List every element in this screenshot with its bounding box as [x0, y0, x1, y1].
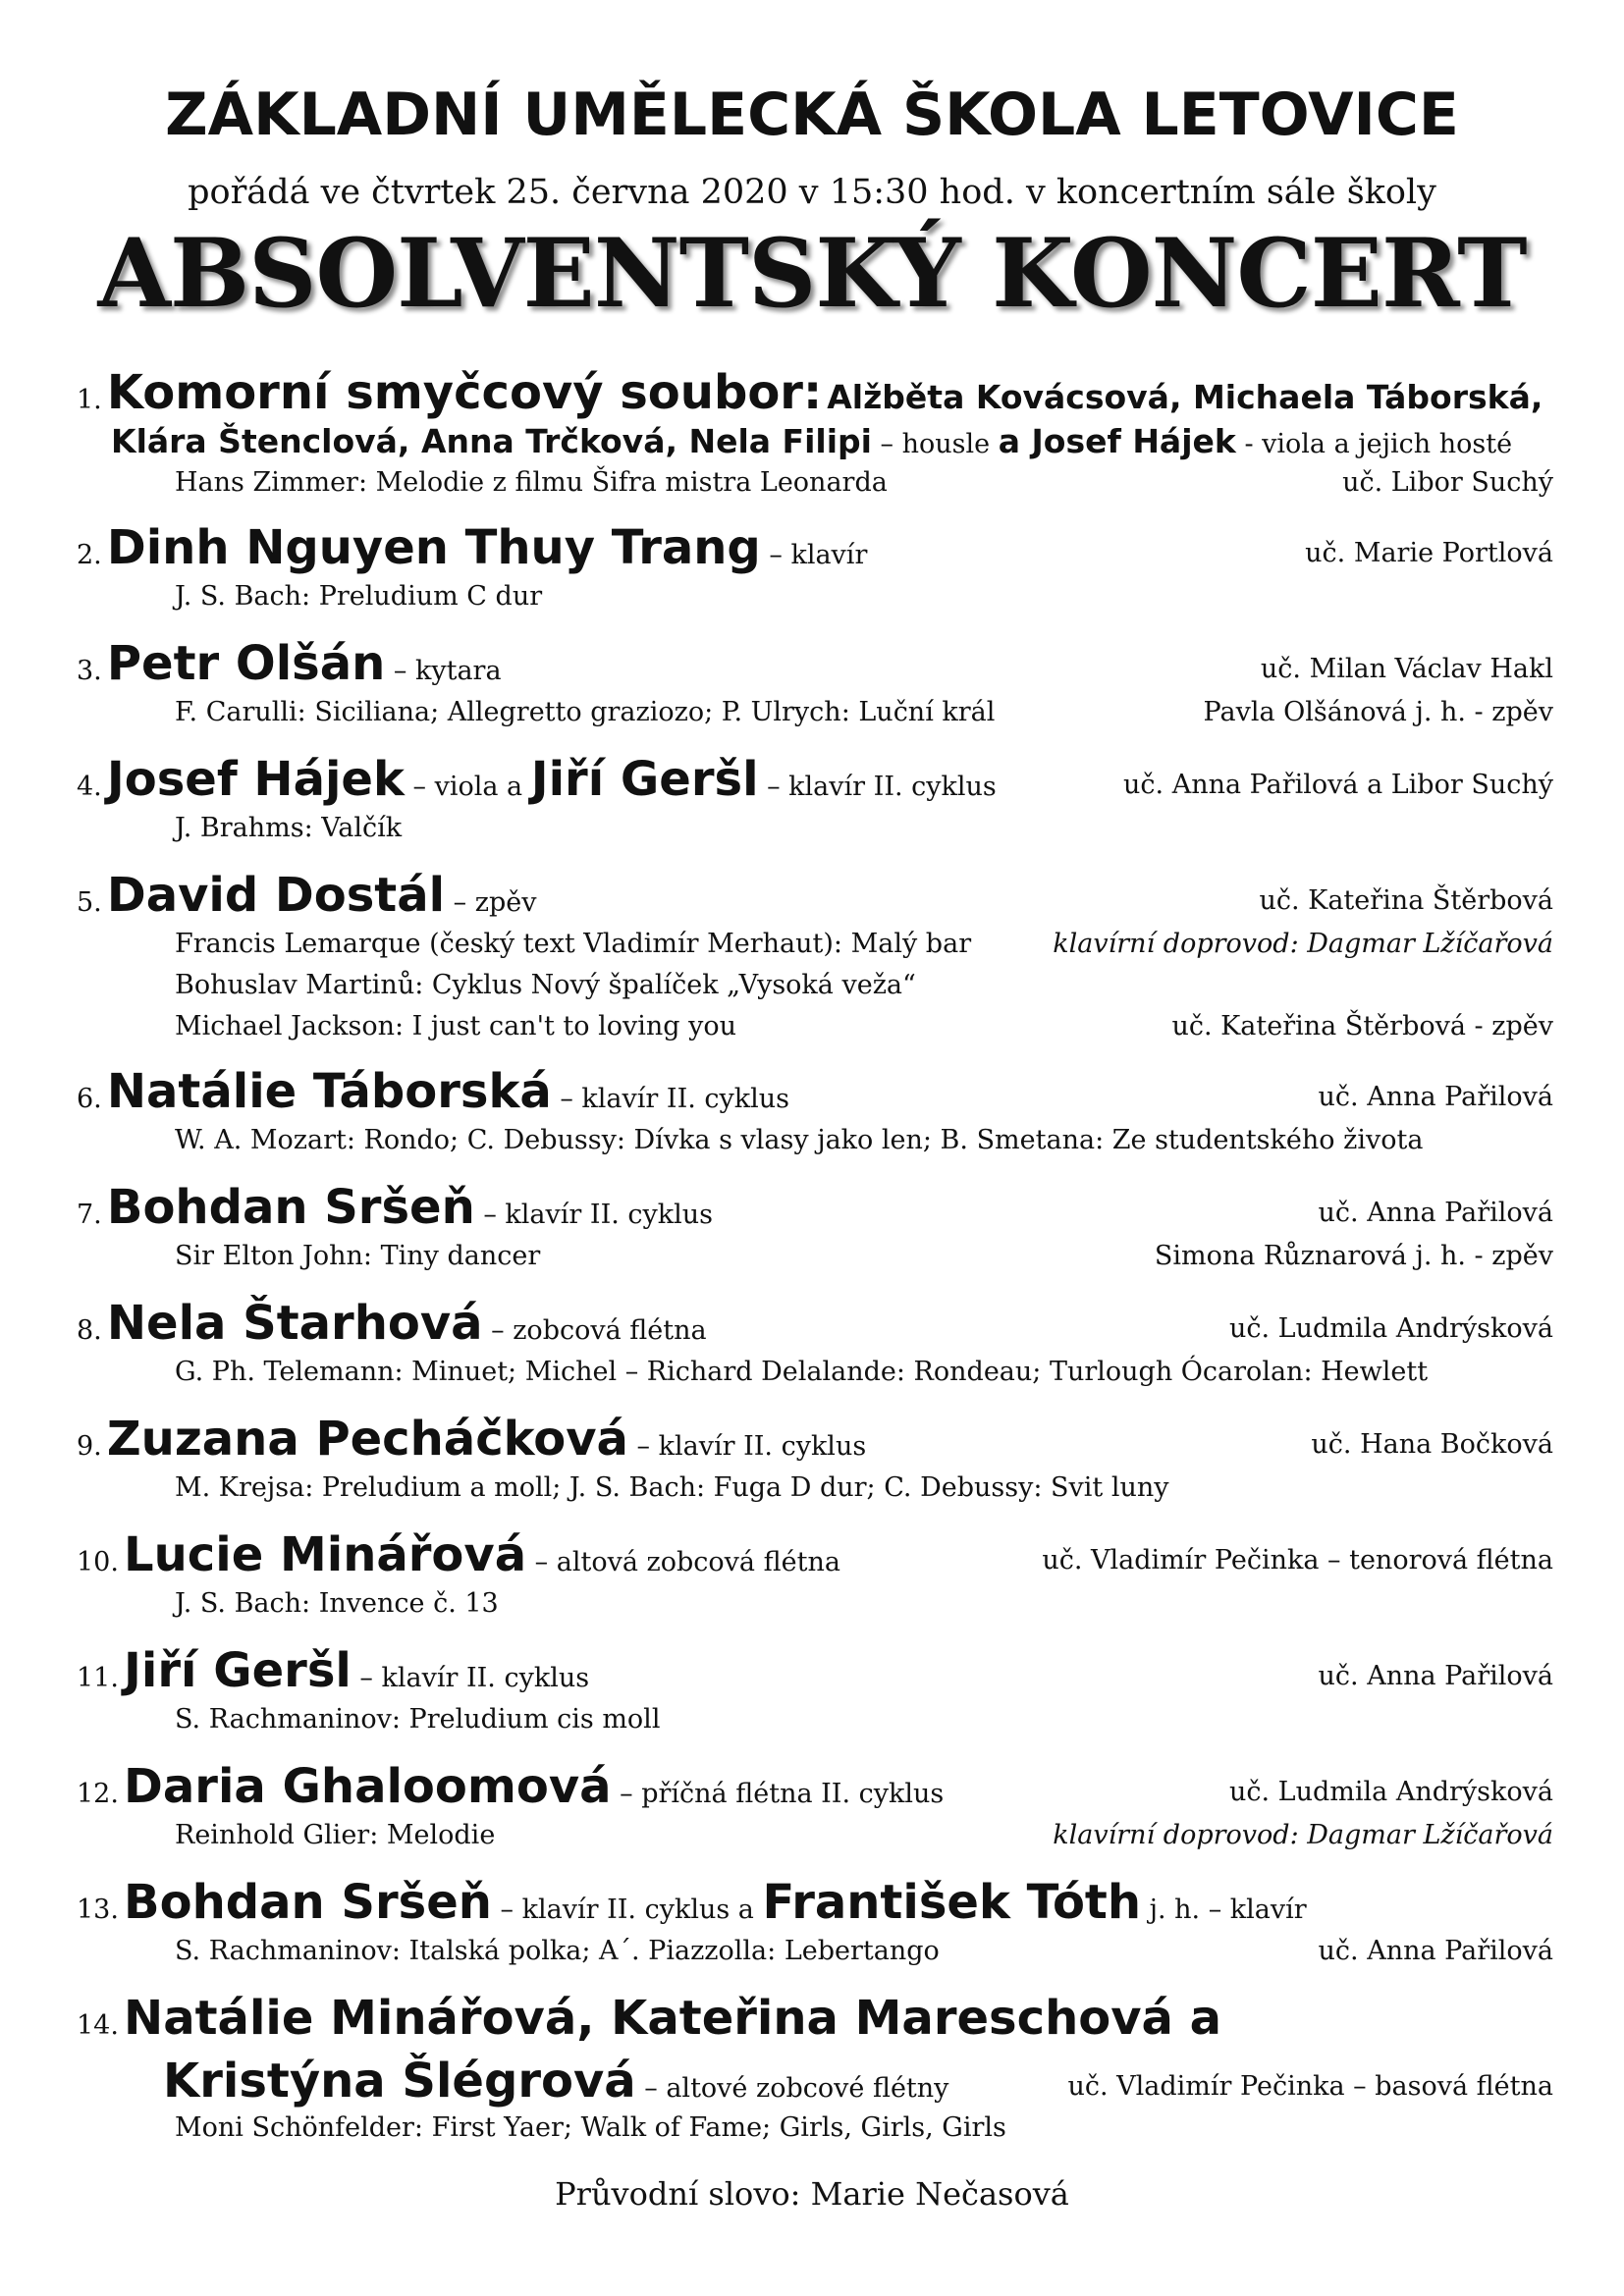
- program-item-3: [77, 636, 502, 691]
- program-item-2: [77, 520, 867, 575]
- item-number: 2.: [77, 540, 102, 570]
- piece: Reinhold Glier: Melodie: [175, 1820, 496, 1850]
- teacher: uč. Ludmila Andrýsková: [1229, 1313, 1553, 1344]
- teacher: uč. Vladimír Pečinka – tenorová flétna: [1042, 1545, 1553, 1575]
- teacher: uč. Anna Pařilová: [1318, 1082, 1553, 1112]
- program-item-10: [77, 1527, 840, 1582]
- performer-name: Bohdan Sršeň: [124, 1875, 492, 1930]
- performer-name: Josef Hájek: [106, 752, 405, 807]
- program-item-6: [77, 1064, 789, 1119]
- program-item-5: [77, 868, 537, 923]
- program-item-14-line2: [163, 2054, 948, 2109]
- teacher: uč. Milan Václav Hakl: [1260, 654, 1553, 684]
- program-item-4: [77, 752, 997, 807]
- host-credit: Průvodní slovo: Marie Nečasová: [555, 2175, 1069, 2213]
- instrument: – klavír II. cyklus: [627, 1431, 867, 1462]
- item-number: 4.: [77, 772, 102, 802]
- item-number: 13.: [77, 1895, 119, 1925]
- instrument: – klavír II. cyklus: [758, 772, 997, 802]
- ensemble-name: Komorní smyčcový soubor:: [106, 365, 823, 420]
- teacher: uč. Marie Portlová: [1305, 538, 1553, 568]
- piece: Moni Schönfelder: First Yaer; Walk of Fame; Girls, Girls, Girls: [175, 2112, 1006, 2143]
- program-item-12: [77, 1759, 944, 1814]
- performer-name: Natálie Táborská: [106, 1064, 552, 1119]
- performer-name: Jiří Geršl: [124, 1643, 352, 1698]
- piece: F. Carulli: Siciliana; Allegretto graziozo; P. Ulrych: Luční král: [175, 697, 996, 727]
- item-number: 8.: [77, 1315, 102, 1346]
- performer-name: Dinh Nguyen Thuy Trang: [106, 520, 761, 575]
- instrument: – altové zobcové flétny: [635, 2073, 949, 2104]
- instrument: – zpěv: [445, 887, 537, 918]
- performer-name: David Dostál: [106, 868, 446, 923]
- performer-names: Natálie Minářová, Kateřina Mareschová a: [124, 1991, 1221, 2046]
- piece: Michael Jackson: I just can't to loving you: [175, 1011, 737, 1041]
- piece: J. S. Bach: Invence č. 13: [175, 1588, 499, 1619]
- instrument: – příčná flétna II. cyklus: [611, 1779, 945, 1809]
- piece: Bohuslav Martinů: Cyklus Nový špalíček „Vysoká veža“: [175, 970, 916, 1000]
- item-number: 14.: [77, 2010, 119, 2041]
- performer-name: Nela Štarhová: [106, 1296, 483, 1351]
- item-number: 12.: [77, 1779, 119, 1809]
- piece: G. Ph. Telemann: Minuet; Michel – Richard Delalande: Rondeau; Turlough Ócarolan: Hewlett: [175, 1357, 1429, 1387]
- program-item-1-line1: [77, 365, 1543, 420]
- teacher: uč. Hana Bočková: [1311, 1429, 1553, 1460]
- performer-name: Lucie Minářová: [124, 1527, 527, 1582]
- teacher: uč. Kateřina Štěrbová: [1259, 885, 1553, 916]
- piece: J. Brahms: Valčík: [175, 813, 403, 843]
- guest-note: Simona Různarová j. h. - zpěv: [1154, 1241, 1553, 1271]
- performers: Alžběta Kovácsová, Michaela Táborská,: [827, 378, 1543, 416]
- piece: S. Rachmaninov: Preludium cis moll: [175, 1704, 661, 1735]
- performer-name: Jiří Geršl: [530, 752, 759, 807]
- program-item-8: [77, 1296, 707, 1351]
- performer-name: Kristýna Šlégrová: [163, 2054, 636, 2109]
- instrument: – kytara: [385, 656, 502, 686]
- program-item-1-line2: [111, 422, 1512, 460]
- item-number: 3.: [77, 656, 102, 686]
- teacher: uč. Anna Pařilová: [1318, 1936, 1553, 1966]
- piece: Francis Lemarque (český text Vladimír Merhaut): Malý bar: [175, 929, 972, 959]
- instrument: – zobcová flétna: [482, 1315, 707, 1346]
- piece: W. A. Mozart: Rondo; C. Debussy: Dívka s vlasy jako len; B. Smetana: Ze studentského života: [175, 1125, 1424, 1155]
- teacher: uč. Libor Suchý: [1342, 467, 1553, 498]
- item-number: 5.: [77, 887, 102, 918]
- instrument: – altová zobcová flétna: [526, 1547, 840, 1577]
- piece: J. S. Bach: Preludium C dur: [175, 581, 543, 612]
- teacher: uč. Vladimír Pečinka – basová flétna: [1067, 2071, 1553, 2102]
- teacher: uč. Anna Pařilová: [1318, 1198, 1553, 1228]
- piece: Hans Zimmer: Melodie z filmu Šifra mistra Leonarda: [175, 467, 888, 498]
- performer-name: František Tóth: [762, 1875, 1142, 1930]
- instrument: – klavír II. cyklus: [474, 1200, 714, 1230]
- guest-note: Pavla Olšánová j. h. - zpěv: [1203, 697, 1553, 727]
- school-name: ZÁKLADNÍ UMĚLECKÁ ŠKOLA LETOVICE: [165, 80, 1459, 149]
- performer-name: Daria Ghaloomová: [124, 1759, 612, 1814]
- item-number: 7.: [77, 1200, 102, 1230]
- teacher: uč. Anna Pařilová a Libor Suchý: [1123, 770, 1553, 800]
- conjunction: a: [998, 422, 1032, 460]
- piece: S. Rachmaninov: Italská polka; A´. Piazzolla: Lebertango: [175, 1936, 940, 1966]
- performer-name: Josef Hájek: [1031, 422, 1236, 460]
- program-item-11: [77, 1643, 589, 1698]
- instrument: – housle: [871, 429, 999, 459]
- instrument: – viola a: [404, 772, 531, 802]
- item-number: 9.: [77, 1431, 102, 1462]
- item-number: 10.: [77, 1547, 119, 1577]
- instrument: – klavír II. cyklus: [551, 1084, 790, 1114]
- instrument: - viola a jejich hosté: [1235, 429, 1513, 459]
- instrument: j. h. – klavír: [1141, 1895, 1307, 1925]
- accompanist-note: klavírní doprovod: Dagmar Lžíčařová: [1053, 1820, 1553, 1850]
- teacher: uč. Anna Pařilová: [1318, 1661, 1553, 1691]
- performer-name: Bohdan Sršeň: [106, 1180, 475, 1235]
- teacher: uč. Ludmila Andrýsková: [1229, 1777, 1553, 1807]
- event-subtitle: pořádá ve čtvrtek 25. června 2020 v 15:30 hod. v koncertním sále školy: [188, 173, 1436, 212]
- performer-name: Petr Olšán: [106, 636, 386, 691]
- instrument: – klavír II. cyklus a: [491, 1895, 763, 1925]
- performer-name: Zuzana Pecháčková: [106, 1412, 628, 1467]
- program-item-7: [77, 1180, 713, 1235]
- item-number: 6.: [77, 1084, 102, 1114]
- program-item-9: [77, 1412, 866, 1467]
- instrument: – klavír II. cyklus: [351, 1663, 590, 1693]
- piece: M. Krejsa: Preludium a moll; J. S. Bach: Fuga D dur; C. Debussy: Svit luny: [175, 1472, 1169, 1503]
- item-number: 1.: [77, 385, 102, 415]
- teacher-note: uč. Kateřina Štěrbová - zpěv: [1171, 1011, 1553, 1041]
- piece: Sir Elton John: Tiny dancer: [175, 1241, 541, 1271]
- concert-title: ABSOLVENTSKÝ KONCERT: [97, 218, 1527, 329]
- performers: Klára Štenclová, Anna Trčková, Nela Filipi: [111, 422, 872, 460]
- item-number: 11.: [77, 1663, 119, 1693]
- program-item-14-line1: [77, 1991, 1221, 2046]
- accompanist-note: klavírní doprovod: Dagmar Lžíčařová: [1053, 929, 1553, 959]
- instrument: – klavír: [760, 540, 868, 570]
- program-item-13: [77, 1875, 1307, 1930]
